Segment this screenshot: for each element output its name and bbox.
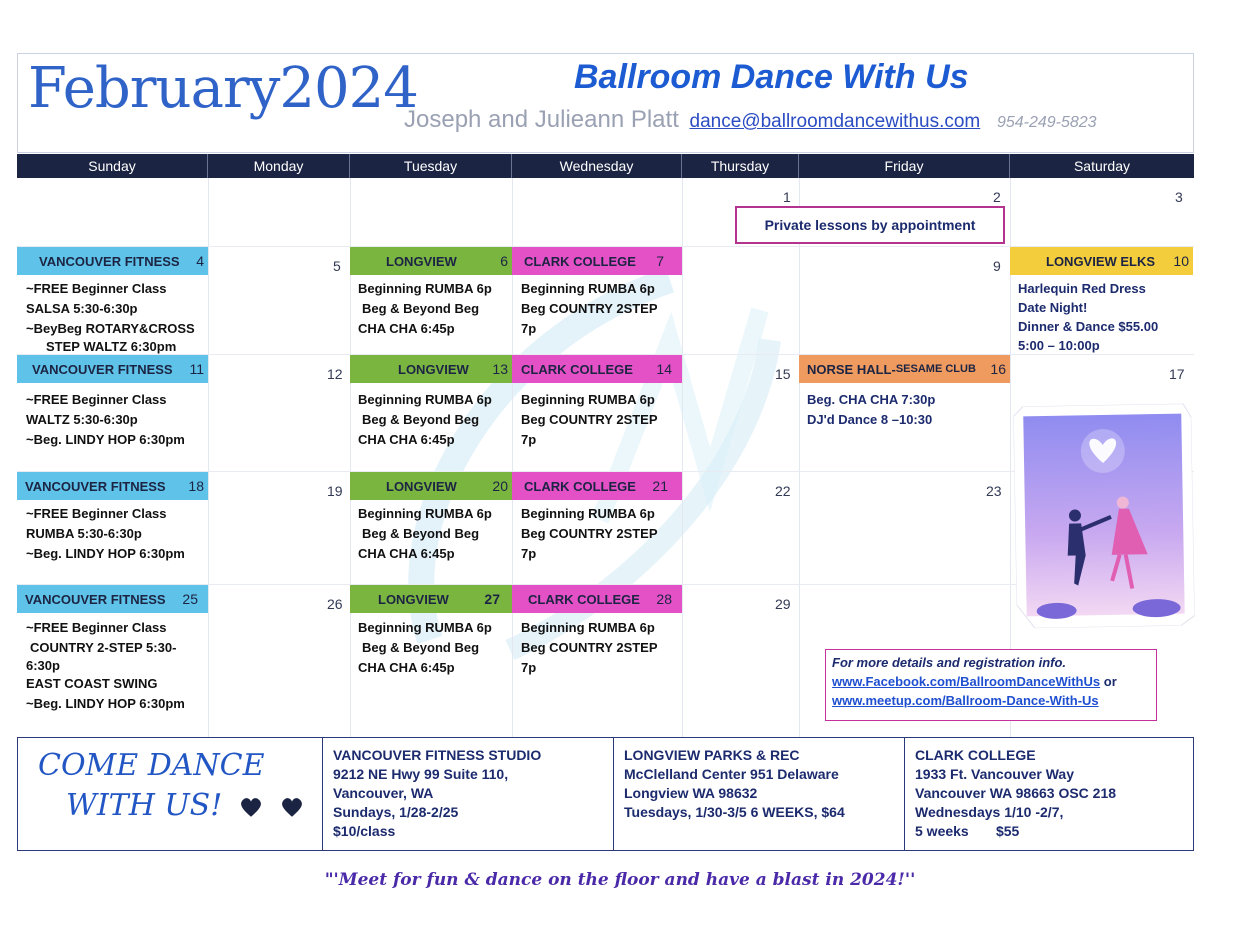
event-line: Beginning RUMBA 6p xyxy=(521,392,655,407)
venue-band-vancouver xyxy=(17,585,208,613)
location-line: Vancouver, WA xyxy=(333,785,434,801)
event-line: Beg & Beyond Beg xyxy=(362,640,480,655)
venue-label: CLARK COLLEGE xyxy=(528,591,640,607)
come-dance-line1: COME DANCE xyxy=(38,748,265,783)
event-line: ~FREE Beginner Class xyxy=(26,392,167,407)
date-number: 1 xyxy=(783,189,791,205)
meetup-link[interactable]: www.meetup.com/Ballroom-Dance-With-Us xyxy=(832,693,1099,708)
event-line: Beg COUNTRY 2STEP xyxy=(521,526,658,541)
date-number: 26 xyxy=(327,596,343,612)
venue-band-longview xyxy=(350,355,512,383)
event-line: ~FREE Beginner Class xyxy=(26,506,167,521)
date-number: 19 xyxy=(327,483,343,499)
date-number: 10 xyxy=(1173,253,1189,269)
month-title: February2024 xyxy=(28,56,418,121)
footer-locations xyxy=(17,737,1194,851)
location-longview xyxy=(613,738,904,850)
location-line: McClelland Center 951 Delaware xyxy=(624,766,839,782)
venue-band-vancouver xyxy=(17,355,208,383)
calendar-header xyxy=(17,53,1194,153)
event-details-wed21 xyxy=(521,504,658,564)
event-line: Beg. CHA CHA 7:30p xyxy=(807,392,936,407)
date-number: 4 xyxy=(196,253,204,269)
venue-label: LONGVIEW xyxy=(386,253,457,269)
heart-icon xyxy=(238,794,264,820)
date-number: 25 xyxy=(182,591,198,607)
venue-label: LONGVIEW xyxy=(378,591,449,607)
date-number: 16 xyxy=(990,361,1006,377)
venue-label: CLARK COLLEGE xyxy=(521,361,633,377)
venue-label: LONGVIEW xyxy=(386,478,457,494)
event-line: CHA CHA 6:45p xyxy=(358,321,455,336)
date-number: 20 xyxy=(492,478,508,494)
venue-band-longview xyxy=(350,585,512,613)
more-info-box xyxy=(825,649,1157,721)
event-line: EAST COAST SWING xyxy=(26,676,158,691)
event-line: Date Night! xyxy=(1018,300,1088,315)
venue-band-clark xyxy=(512,472,682,500)
date-number: 23 xyxy=(986,483,1002,499)
event-line: CHA CHA 6:45p xyxy=(358,546,455,561)
event-line: DJ'd Dance 8 –10:30 xyxy=(807,412,933,427)
weekday-sunday: Sunday xyxy=(17,154,208,178)
weekday-thursday: Thursday xyxy=(682,154,799,178)
location-line: Longview WA 98632 xyxy=(624,785,758,801)
dancing-couple-illustration xyxy=(1013,403,1195,628)
location-line: Sundays, 1/28-2/25 xyxy=(333,804,459,820)
event-line: COUNTRY 2-STEP 5:30- xyxy=(30,640,177,655)
location-line: Tuesdays, 1/30-3/5 6 WEEKS, $64 xyxy=(624,804,845,820)
date-number: 5 xyxy=(333,258,341,274)
event-line: Beginning RUMBA 6p xyxy=(521,281,655,296)
venue-band-vancouver xyxy=(17,247,208,275)
date-number: 6 xyxy=(500,253,508,269)
event-line: Beg & Beyond Beg xyxy=(362,412,480,427)
heart-icon xyxy=(279,794,305,820)
date-number: 22 xyxy=(775,483,791,499)
event-line: Beginning RUMBA 6p xyxy=(358,281,492,296)
event-line: Beg COUNTRY 2STEP xyxy=(521,301,658,316)
date-number: 7 xyxy=(656,253,664,269)
venue-band-longview xyxy=(350,247,512,275)
venue-sublabel: SESAME CLUB xyxy=(895,363,976,375)
come-dance-line2: WITH US! xyxy=(66,788,223,823)
date-number: 11 xyxy=(189,361,204,377)
grid-divider xyxy=(799,178,800,737)
grid-divider xyxy=(208,178,209,737)
weekday-header xyxy=(17,154,1194,178)
venue-band-longview xyxy=(350,472,512,500)
event-details-sun11 xyxy=(26,390,185,450)
event-details-fri16 xyxy=(807,390,935,430)
event-line: ~Beg. LINDY HOP 6:30pm xyxy=(26,432,185,447)
event-line: STEP WALTZ 6:30pm xyxy=(46,339,177,354)
event-line: Beg COUNTRY 2STEP xyxy=(521,412,658,427)
venue-band-clark xyxy=(512,247,682,275)
location-line: LONGVIEW PARKS & REC xyxy=(624,747,800,763)
business-title: Ballroom Dance With Us xyxy=(574,58,969,96)
venue-label: VANCOUVER FITNESS xyxy=(25,478,166,494)
event-line: ~BeyBeg ROTARY&CROSS xyxy=(26,321,195,336)
date-number: 14 xyxy=(656,361,672,377)
or-text: or xyxy=(1103,674,1117,689)
venue-label: LONGVIEW xyxy=(398,361,469,377)
event-line: 7p xyxy=(521,660,537,675)
location-line: $10/class xyxy=(333,823,396,839)
venue-label: CLARK COLLEGE xyxy=(524,478,636,494)
event-line: 7p xyxy=(521,432,537,447)
date-number: 12 xyxy=(327,366,343,382)
date-number: 15 xyxy=(775,366,791,382)
venue-band-norse xyxy=(799,355,1010,383)
event-line: Harlequin Red Dress xyxy=(1018,281,1146,296)
venue-band-vancouver xyxy=(17,472,208,500)
phone-number: 954-249-5823 xyxy=(996,114,1097,131)
date-number: 3 xyxy=(1175,189,1183,205)
event-line: Beginning RUMBA 6p xyxy=(521,620,655,635)
event-details-tue27 xyxy=(358,618,492,678)
venue-label: VANCOUVER FITNESS xyxy=(25,591,166,607)
grid-divider xyxy=(682,178,683,737)
venue-label: NORSE HALL- xyxy=(807,361,896,377)
date-number: 18 xyxy=(188,478,204,494)
event-details-wed28 xyxy=(521,618,658,678)
event-line: 7p xyxy=(521,321,537,336)
date-number: 29 xyxy=(775,596,791,612)
location-line: CLARK COLLEGE xyxy=(915,747,1036,763)
weekday-tuesday: Tuesday xyxy=(350,154,512,178)
event-details-wed7 xyxy=(521,279,658,339)
event-details-sun4 xyxy=(26,279,195,355)
event-details-tue13 xyxy=(358,390,492,450)
event-line: 5:00 – 10:00p xyxy=(1018,338,1100,353)
info-heading: For more details and registration info. xyxy=(832,655,1067,670)
date-number: 21 xyxy=(652,478,668,494)
event-line: WALTZ 5:30-6:30p xyxy=(26,412,138,427)
motto-quote: "'Meet for fun & dance on the floor and have a blast in 2024!'' xyxy=(324,870,916,890)
event-line: Beg COUNTRY 2STEP xyxy=(521,640,658,655)
location-clark xyxy=(904,738,1193,850)
venue-label: VANCOUVER FITNESS xyxy=(32,361,173,377)
weekday-saturday: Saturday xyxy=(1073,158,1131,174)
event-line: Beg & Beyond Beg xyxy=(362,526,480,541)
private-lessons-note: Private lessons by appointment xyxy=(735,206,1005,244)
calendar-page xyxy=(17,53,1194,851)
event-details-sun18 xyxy=(26,504,185,564)
event-line: 6:30p xyxy=(26,658,60,673)
event-line: Beginning RUMBA 6p xyxy=(358,506,492,521)
location-line: 1933 Ft. Vancouver Way xyxy=(915,766,1074,782)
location-vancouver xyxy=(322,738,613,850)
event-line: ~FREE Beginner Class xyxy=(26,620,167,635)
instructor-names: Joseph and Julieann Platt xyxy=(404,106,679,133)
date-number: 9 xyxy=(993,258,1001,274)
event-details-tue20 xyxy=(358,504,492,564)
come-dance-banner xyxy=(38,746,305,826)
location-line: 9212 NE Hwy 99 Suite 110, xyxy=(333,766,509,782)
location-line: Wednesdays 1/10 -2/7, xyxy=(915,804,1064,820)
event-details-sat10 xyxy=(1018,279,1158,355)
event-line: RUMBA 5:30-6:30p xyxy=(26,526,142,541)
event-details-tue6 xyxy=(358,279,492,339)
venue-band-elks xyxy=(1010,247,1193,275)
date-number: 28 xyxy=(656,591,672,607)
weekday-wednesday: Wednesday xyxy=(512,154,682,178)
venue-label: CLARK COLLEGE xyxy=(524,253,636,269)
event-line: Beginning RUMBA 6p xyxy=(358,392,492,407)
venue-band-clark xyxy=(512,585,682,613)
location-line: VANCOUVER FITNESS STUDIO xyxy=(333,747,542,763)
date-number: 27 xyxy=(484,591,500,607)
weekday-friday: Friday xyxy=(799,154,1010,178)
email-link[interactable]: dance@ballroomdancewithus.com xyxy=(689,111,981,132)
facebook-link[interactable]: www.Facebook.com/BallroomDanceWithUs xyxy=(832,674,1101,689)
event-line: Dinner & Dance $55.00 xyxy=(1018,319,1159,334)
event-line: Beginning RUMBA 6p xyxy=(521,506,655,521)
weekday-monday: Monday xyxy=(208,154,350,178)
location-line: Vancouver WA 98663 OSC 218 xyxy=(915,785,1117,801)
event-details-sun25 xyxy=(26,618,185,714)
location-line: 5 weeks $55 xyxy=(915,823,1020,839)
event-line: ~FREE Beginner Class xyxy=(26,281,167,296)
venue-label: VANCOUVER FITNESS xyxy=(39,253,180,269)
event-details-wed14 xyxy=(521,390,658,450)
venue-band-clark xyxy=(512,355,682,383)
event-line: 7p xyxy=(521,546,537,561)
event-line: ~Beg. LINDY HOP 6:30pm xyxy=(26,696,185,711)
date-number: 2 xyxy=(993,189,1001,205)
contact-line xyxy=(404,106,1097,134)
event-line: CHA CHA 6:45p xyxy=(358,432,455,447)
event-line: CHA CHA 6:45p xyxy=(358,660,455,675)
event-line: Beg & Beyond Beg xyxy=(362,301,480,316)
venue-label: LONGVIEW ELKS xyxy=(1046,253,1156,269)
date-number: 17 xyxy=(1169,366,1185,382)
event-line: ~Beg. LINDY HOP 6:30pm xyxy=(26,546,185,561)
event-line: Beginning RUMBA 6p xyxy=(358,620,492,635)
event-line: SALSA 5:30-6:30p xyxy=(26,301,138,316)
date-number: 13 xyxy=(492,361,508,377)
